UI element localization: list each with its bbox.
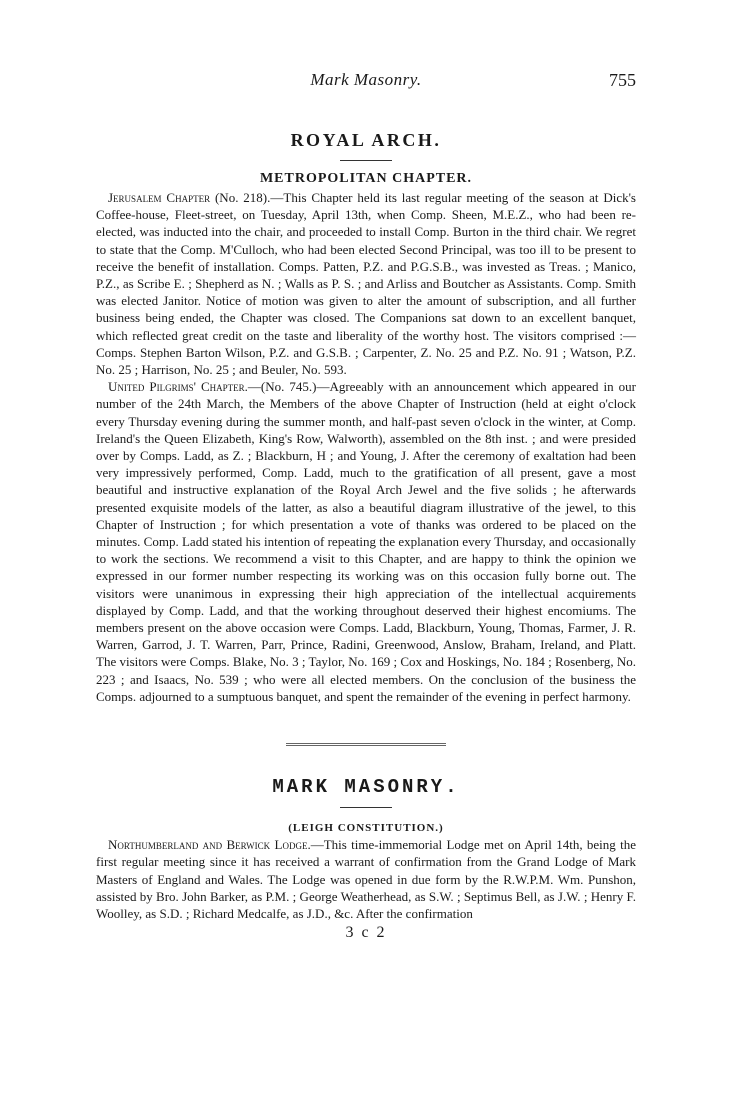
- page-number: 755: [609, 70, 636, 90]
- paragraph-lead: Jerusalem Chapter: [108, 190, 211, 205]
- paragraph-lead: United Pilgrims' Chapter: [108, 379, 245, 395]
- section-heading-mark-masonry: MARK MASONRY.: [272, 776, 460, 799]
- royal-arch-section: [96, 130, 636, 705]
- running-title: Mark Masonry.: [310, 70, 422, 89]
- subheading-leigh-constitution: (LEIGH CONSTITUTION.): [288, 822, 444, 835]
- paragraph-jerusalem-chapter: [96, 189, 636, 378]
- printer-signature: 3 c 2: [345, 924, 387, 942]
- section-divider: [286, 743, 446, 746]
- paragraph-northumberland-lodge: [96, 836, 636, 922]
- paragraph-body: .—This time-immemorial Lodge met on April 14th, being the first regular meeting since it has received a warrant of confirmation from the Grand Lodge of Mark Masters of England and Wales. The Lodge was opened in due form by the R.W.P.M. Wm. Punshon, assisted by Bro. John Barker, as P.M. ; George Weatherhead, as S.W. ; Septimus Bell, as J.W. ; Henry F. Woolley, as S.D. ; Richard Medcalfe, as J.D., &c. After the confirmation: [96, 837, 637, 921]
- paragraph-body: (No. 218).—This Chapter held its last regular meeting of the season at Dick's Coffee-house, Fleet-street, on Tuesday, April 13th, when Comp. Sheen, M.E.Z., who had been re-elected, was inducted into the chair, and proceeded to install Comp. Burton in the third chair. We regret to state that the Comp. M'Culloch, who had been elected Second Principal, was too ill to be present to receive the benefit of installation. Comps. Patten, P.Z. and P.G.S.B., was invested as Treas. ; Manico, P.Z., as Scribe E. ; Shepherd as N. ; Walls as P. S. ; and Arliss and Boutcher as Assistants. Comp. Smith was elected Janitor. Notice of motion was given to alter the amount of subscription, and all further business being ended, the Chapter was closed. The Companions sat down to an excellent banquet, which reflected great credit on the taste and liberality of the worthy host. The visitors comprised :—Comps. Stephen Barton Wilson, P.Z. and G.S.B. ; Carpenter, Z. No. 25 and P.Z. No. 91 ; Watson, P.Z. No. 25 ; Harrison, No. 25 ; and Beuler, No. 593.: [96, 190, 636, 378]
- section-heading-royal-arch: ROYAL ARCH.: [290, 130, 442, 150]
- subheading-metropolitan-chapter: METROPOLITAN CHAPTER.: [259, 171, 473, 186]
- page: [96, 70, 636, 942]
- heading-rule: [340, 807, 392, 808]
- mark-masonry-section: [96, 776, 636, 922]
- paragraph-lead: Northumberland and Berwick Lodge: [108, 837, 308, 853]
- paragraph-body: .—(No. 745.)—Agreeably with an announcement which appeared in our number of the 24th March, the Members of the above Chapter of Instruction (held at eight o'clock every Thursday evening during the summer month, and half-past seven o'clock in the winter, at Comp. Ireland's the Queen Elizabeth, King's Row, Walworth), assembled on the 8th inst. ; and were presided over by Comps. Ladd, as Z. ; Blackburn, H ; and Young, J. After the ceremony of exaltation had been very impressively performed, Comp. Ladd, much to the gratification of all present, gave a most beautiful and instructive explanation of the Royal Arch Jewel and the five solids ; he afterwards presented exquisite models of the latter, as also a beautiful diagram illustrative of the jewel, to this Chapter of Instruction ; for which presentation a vote of thanks was ordered to be placed on the minutes. Comp. Ladd stated his intention of repeating the explanation every Thursday, and occasionally to work the sections. We recommend a visit to this Chapter, and are happy to think the opinion we expressed in our former number respecting its working was on this occasion fully borne out. The visitors were unanimous in expressing their high appreciation of the intellectual acquirements displayed by Comp. Ladd, and that the working throughout deserved their highest encomiums. The members present on the above occasion were Comps. Ladd, Blackburn, Young, Thomas, Farmer, J. R. Warren, Garrod, J. T. Warren, Parr, Prince, Radini, Greenwood, Anslow, Braham, Ireland, and Platt. The visitors were Comps. Blake, No. 3 ; Taylor, No. 169 ; Cox and Hoskings, No. 184 ; Rosenberg, No. 223 ; and Isaacs, No. 539 ; who were all elected members. On the conclusion of the business the Comps. adjourned to a sumptuous banquet, and spent the remainder of the evening in perfect harmony.: [96, 379, 636, 704]
- running-head: [96, 70, 636, 96]
- heading-rule: [340, 160, 392, 161]
- paragraph-united-pilgrims-chapter: [96, 378, 636, 705]
